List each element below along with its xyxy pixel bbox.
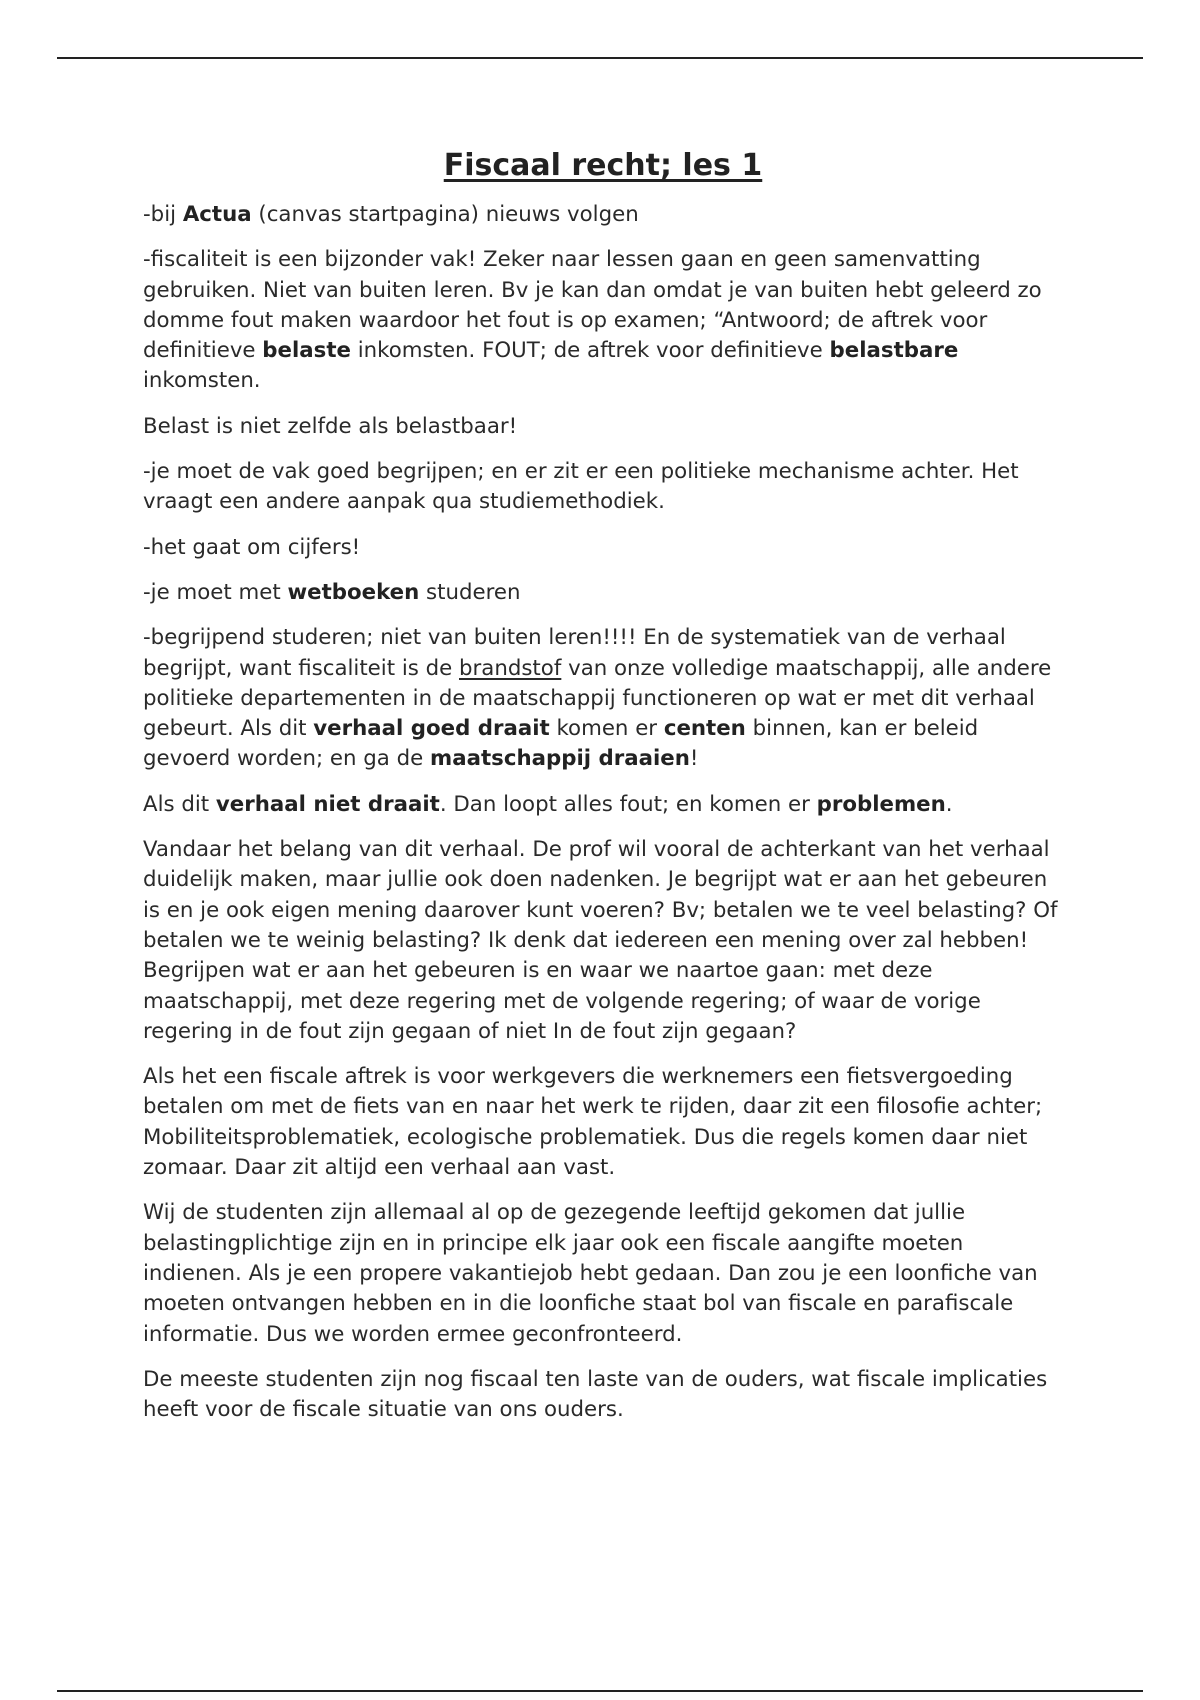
- text-run: (canvas startpagina) nieuws volgen: [251, 202, 639, 227]
- text-run: Vandaar het belang van dit verhaal. De prof wil vooral de achterkant van het verhaal duidelijk maken, maar jullie ook doen nadenken. Je begrijpt wat er aan het gebeuren is en je ook eigen mening daarover kunt voeren? Bv; betalen we te veel belasting? Of betalen we te weinig belasting? Ik denk dat iedereen een mening over zal hebben! Begrijpen wat er aan het gebeuren is en waar we naartoe gaan: met deze maatschappij, met deze regering met de volgende regering; of waar de vorige regering in de fout zijn gegaan of niet In de fout zijn gegaan?: [143, 837, 1058, 1044]
- text-run: Belast is niet zelfde als belastbaar!: [143, 413, 518, 439]
- document-body: [143, 200, 1063, 1425]
- text-run: . Dan loopt alles fout; en komen er: [439, 791, 817, 817]
- bold-text: belaste: [262, 338, 351, 364]
- bold-text: maatschappij draaien: [430, 746, 690, 772]
- text-run: -bij: [143, 202, 183, 227]
- paragraph: [143, 412, 1063, 442]
- bold-text: Actua: [182, 202, 252, 227]
- document-page: [143, 146, 1063, 1440]
- text-run: -fiscaliteit is een bijzonder vak! Zeker naar lessen gaan en geen samenvatting gebruiken. Niet van buiten leren. Bv je kan dan omdat je van buiten hebt geleerd zo domme fout maken waardoor het fout is op examen; “Antwoord; de aftrek voor definitieve: [143, 247, 1042, 364]
- text-run: .: [945, 791, 953, 817]
- bold-text: wetboeken: [287, 579, 420, 605]
- bold-text: centen: [663, 716, 746, 742]
- bold-text: belastbare: [829, 338, 959, 364]
- text-run: Wij de studenten zijn allemaal al op de gezegende leeftijd gekomen dat jullie belastingplichtige zijn en in principe elk jaar ook een fiscale aangifte moeten indienen. Als je een propere vakantiejob hebt gedaan. Dan zou je een loonfiche van moeten ontvangen hebben en in die loonfiche staat bol van fiscale en parafiscale informatie. Dus we worden ermee geconfronteerd.: [143, 1200, 1038, 1347]
- bold-text: problemen: [816, 791, 946, 817]
- text-run: komen er: [549, 716, 664, 742]
- text-run: inkomsten.: [143, 368, 261, 394]
- text-run: studeren: [419, 579, 521, 605]
- page-title: Fiscaal recht; les 1: [443, 148, 763, 183]
- paragraph: [143, 200, 1063, 230]
- paragraph: [143, 578, 1063, 608]
- paragraph: [143, 790, 1063, 820]
- text-run: -je moet de vak goed begrijpen; en er zit er een politieke mechanisme achter. Het vraagt een andere aanpak qua studiemethodiek.: [143, 459, 1019, 515]
- text-run: Als het een fiscale aftrek is voor werkgevers die werknemers een fietsvergoeding betalen om met de fiets van en naar het werk te rijden, daar zit een filosofie achter; Mobiliteitsproblematiek, ecologische problematiek. Dus die regels komen daar niet zomaar. Daar zit altijd een verhaal aan vast.: [143, 1064, 1043, 1181]
- text-run: inkomsten. FOUT; de aftrek voor definitieve: [350, 338, 830, 364]
- text-run: binnen, kan er beleid gevoerd worden; en ga de: [143, 716, 979, 772]
- underlined-text: brandstof: [459, 655, 562, 681]
- footer-rule: [57, 1690, 1143, 1692]
- text-run: van onze volledige maatschappij, alle andere politieke departementen in de maatschappij functioneren op wat er met dit verhaal gebeurt. Als dit: [143, 655, 1052, 742]
- text-run: -het gaat om cijfers!: [143, 534, 361, 560]
- paragraph: [143, 245, 1063, 396]
- paragraph: [143, 835, 1063, 1047]
- text-run: !: [689, 746, 699, 772]
- paragraph: [143, 1198, 1063, 1349]
- paragraph: [143, 1062, 1063, 1183]
- header-rule: [57, 57, 1143, 59]
- bold-text: verhaal goed draait: [313, 716, 550, 742]
- text-run: De meeste studenten zijn nog fiscaal ten laste van de ouders, wat fiscale implicaties heeft voor de fiscale situatie van ons ouders.: [143, 1366, 1048, 1423]
- text-run: -begrijpend studeren; niet van buiten leren!!!! En de systematiek van de verhaal begrijpt, want fiscaliteit is de: [143, 625, 1006, 681]
- paragraph: [143, 533, 1063, 563]
- text-run: -je moet met: [143, 579, 288, 605]
- paragraph: [143, 623, 1063, 774]
- text-run: Als dit: [143, 791, 216, 817]
- paragraph: [143, 1365, 1063, 1426]
- bold-text: verhaal niet draait: [215, 791, 440, 817]
- paragraph: [143, 457, 1063, 518]
